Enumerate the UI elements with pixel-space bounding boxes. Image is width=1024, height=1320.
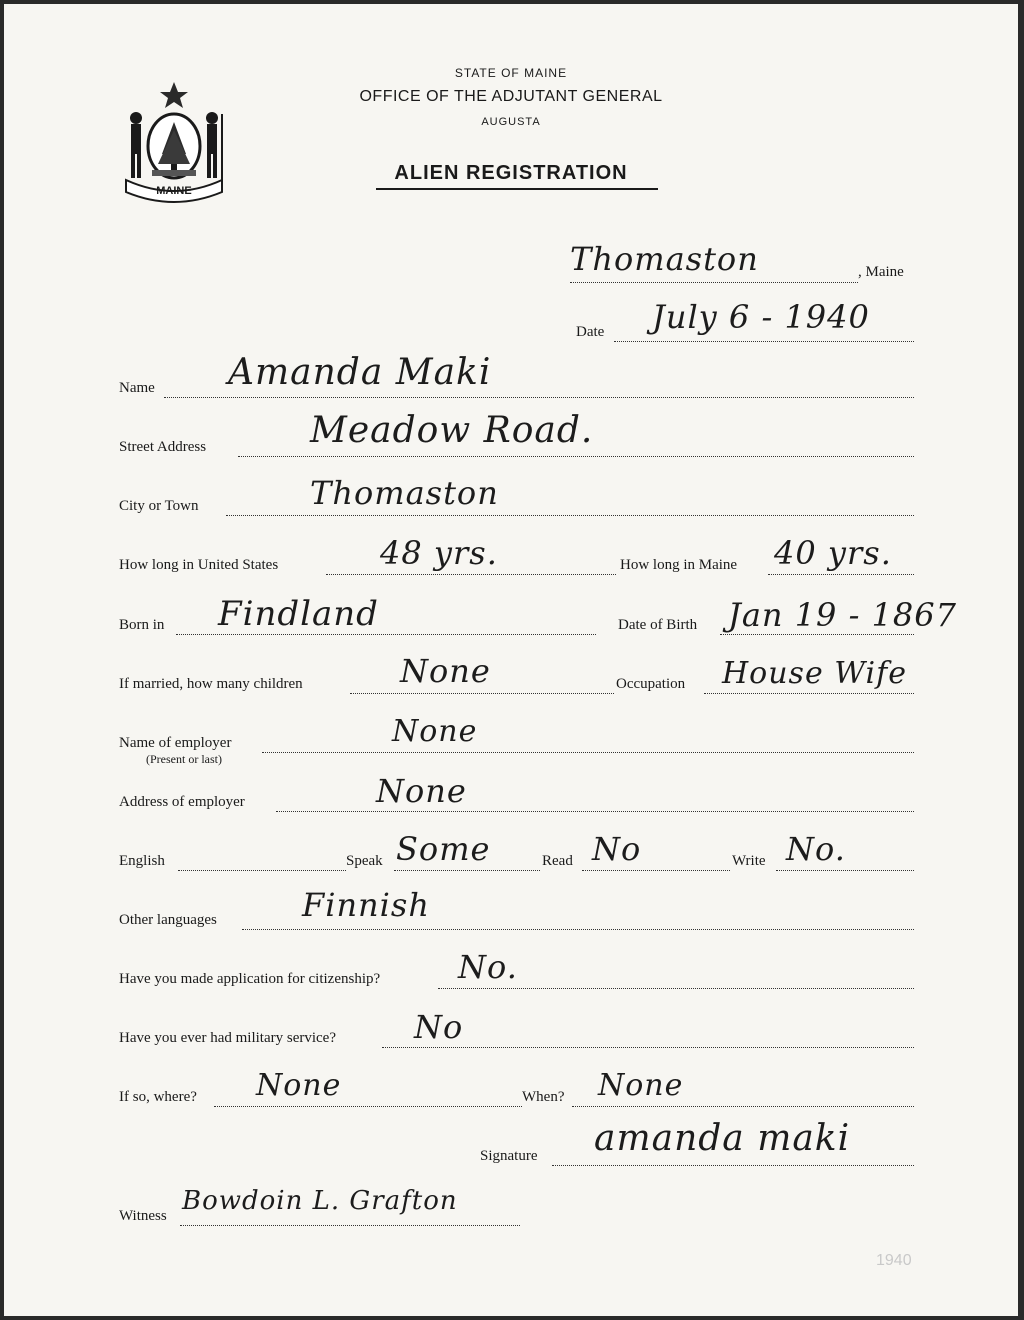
- employer-address-line: [276, 811, 914, 812]
- witness-value: Bowdoin L. Grafton: [182, 1186, 458, 1216]
- seal-banner-text: MAINE: [156, 185, 192, 197]
- dob-value: Jan 19 - 1867: [728, 596, 957, 634]
- employer-line: [262, 752, 914, 753]
- street-label: Street Address: [119, 439, 207, 455]
- city-label: City or Town: [119, 498, 199, 514]
- maine-years-line: [768, 574, 914, 575]
- where-value: None: [256, 1068, 342, 1103]
- born-line: [176, 634, 596, 635]
- date-value: July 6 - 1940: [652, 298, 870, 336]
- us-years-label: How long in United States: [119, 557, 279, 573]
- other-lang-label: Other languages: [119, 912, 217, 928]
- read-value: No: [592, 830, 642, 868]
- header-state: STATE OF MAINE: [454, 66, 568, 80]
- name-label: Name: [119, 380, 155, 396]
- where-line: [214, 1106, 522, 1107]
- when-line: [572, 1106, 914, 1107]
- city-value: Thomaston: [310, 474, 499, 512]
- citizenship-value: No.: [458, 948, 518, 986]
- signature-value: amanda maki: [594, 1118, 851, 1159]
- name-line: [164, 397, 914, 398]
- dob-line: [720, 634, 914, 635]
- read-label: Read: [542, 853, 573, 869]
- citizenship-line: [438, 988, 914, 989]
- occupation-line: [704, 693, 914, 694]
- other-lang-line: [242, 929, 914, 930]
- read-line: [582, 870, 730, 871]
- maine-years-value: 40 yrs.: [774, 534, 892, 572]
- write-line: [776, 870, 914, 871]
- dob-label: Date of Birth: [618, 617, 698, 633]
- witness-label: Witness: [119, 1208, 167, 1224]
- employer-address-value: None: [376, 772, 467, 810]
- occupation-label: Occupation: [616, 676, 686, 692]
- street-value: Meadow Road.: [310, 410, 594, 451]
- when-value: None: [598, 1068, 684, 1103]
- received-stamp-year: 1940: [876, 1252, 912, 1269]
- english-label: English: [119, 853, 165, 869]
- other-lang-value: Finnish: [302, 886, 430, 924]
- where-label: If so, where?: [119, 1089, 197, 1105]
- children-label: If married, how many children: [119, 676, 303, 692]
- us-years-line: [326, 574, 616, 575]
- write-value: No.: [786, 830, 846, 868]
- date-line: [614, 341, 914, 342]
- speak-value: Some: [396, 830, 491, 868]
- citizenship-label: Have you made application for citizenship?: [119, 971, 381, 987]
- speak-line: [394, 870, 540, 871]
- date-label: Date: [576, 324, 605, 340]
- us-years-value: 48 yrs.: [380, 534, 498, 572]
- header-office: OFFICE OF THE ADJUTANT GENERAL: [359, 88, 663, 105]
- military-value: No: [414, 1008, 464, 1046]
- registration-form: [4, 4, 1018, 1316]
- street-line: [238, 456, 914, 457]
- employer-note: (Present or last): [146, 752, 222, 766]
- witness-line: [180, 1225, 520, 1226]
- employer-label: Name of employer: [119, 735, 232, 751]
- signature-label: Signature: [480, 1148, 538, 1164]
- born-label: Born in: [119, 617, 165, 633]
- maine-years-label: How long in Maine: [620, 557, 738, 573]
- title-underline: [376, 188, 658, 190]
- header-city: AUGUSTA: [481, 116, 541, 128]
- write-label: Write: [732, 853, 766, 869]
- military-line: [382, 1047, 914, 1048]
- children-value: None: [400, 652, 491, 690]
- town-suffix: , Maine: [858, 264, 904, 280]
- town-value: Thomaston: [570, 240, 759, 278]
- occupation-value: House Wife: [722, 656, 907, 691]
- city-line: [226, 515, 914, 516]
- signature-line: [552, 1165, 914, 1166]
- when-label: When?: [522, 1089, 565, 1105]
- form-title: ALIEN REGISTRATION: [394, 162, 628, 184]
- children-line: [350, 693, 614, 694]
- english-line: [178, 870, 346, 871]
- born-value: Findland: [218, 594, 379, 634]
- employer-value: None: [392, 714, 478, 749]
- military-label: Have you ever had military service?: [119, 1030, 336, 1046]
- name-value: Amanda Maki: [228, 352, 492, 393]
- employer-address-label: Address of employer: [119, 794, 245, 810]
- town-line: [570, 282, 858, 283]
- speak-label: Speak: [346, 853, 383, 869]
